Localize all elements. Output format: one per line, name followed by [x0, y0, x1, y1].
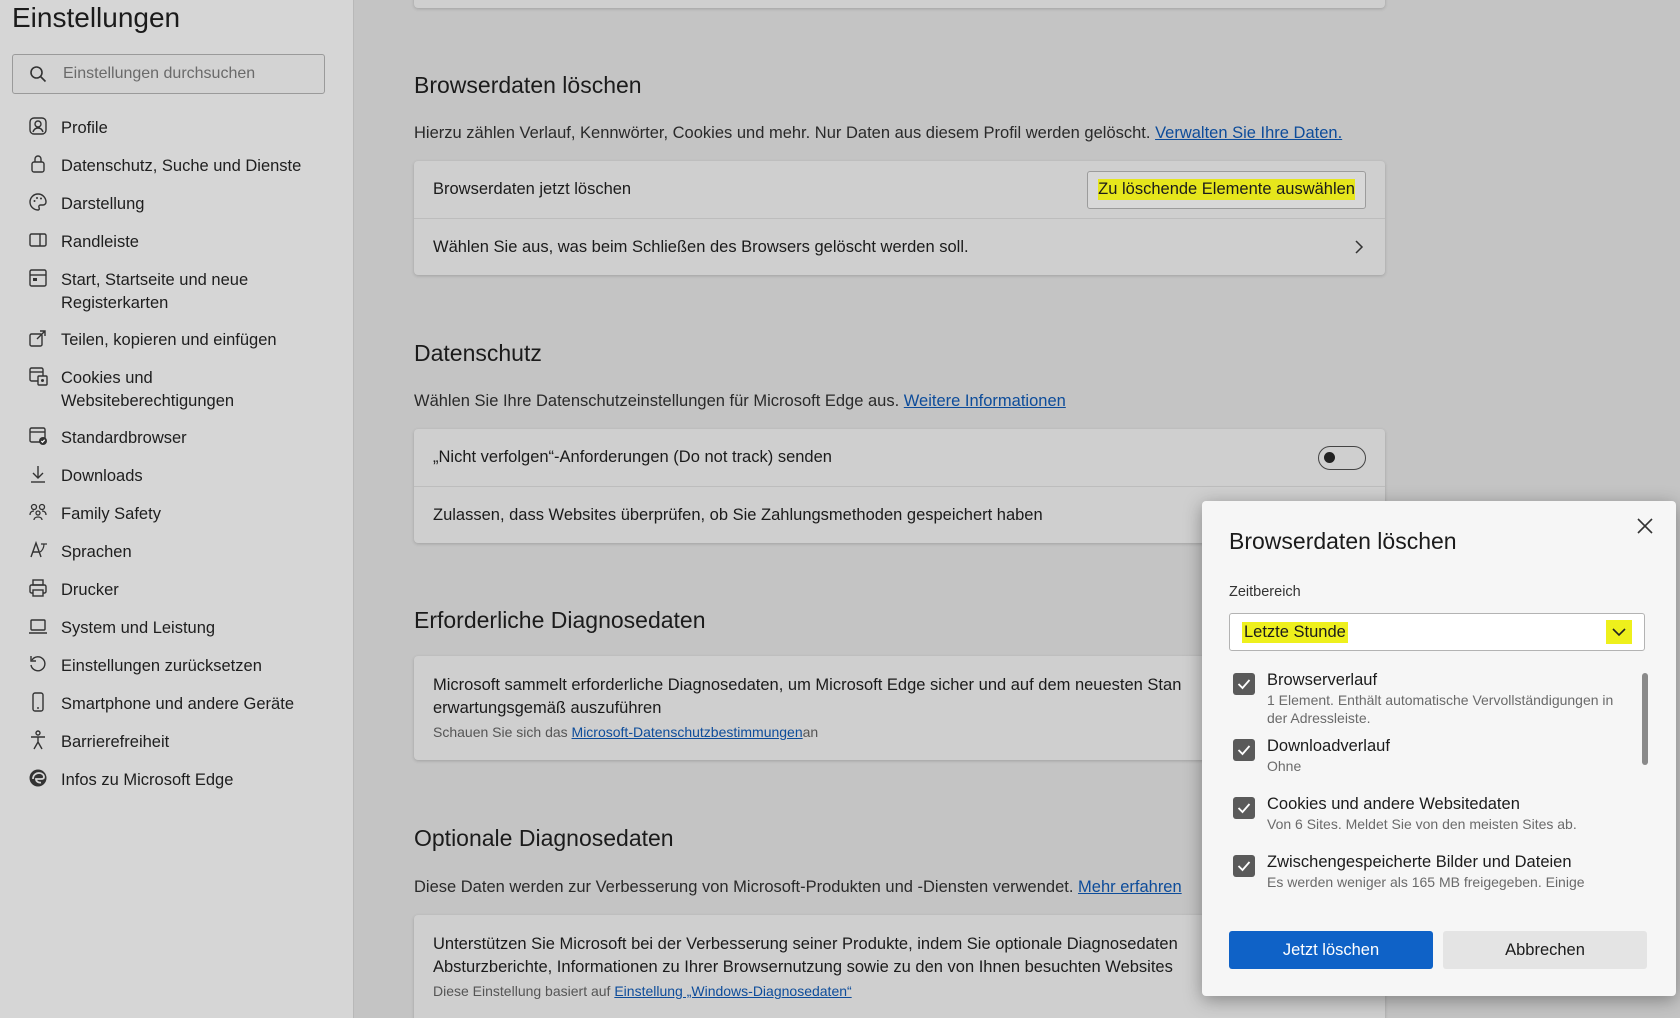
clear-data-desc-text: Hierzu zählen Verlauf, Kennwörter, Cookies und mehr. Nur Daten aus diesem Profil werden gelöscht. [414, 124, 1151, 142]
privacy-desc-text: Wählen Sie Ihre Datenschutzeinstellungen für Microsoft Edge aus. [414, 392, 900, 410]
item-title: Downloadverlauf [1267, 737, 1390, 755]
more-info-link[interactable]: Weitere Informationen [903, 392, 1066, 410]
profile-icon [27, 115, 49, 137]
item-desc: Ohne [1267, 758, 1302, 774]
share-icon [27, 327, 49, 349]
nav-item-about-edge[interactable] [0, 759, 354, 797]
nav-item-family-safety[interactable] [0, 493, 354, 531]
optional-diag-desc-text: Diese Daten werden zur Verbesserung von Microsoft-Produkten und -Diensten verwendet. [414, 878, 1074, 896]
item-cookies[interactable] [1229, 793, 1649, 833]
nav-item-profile[interactable] [0, 107, 354, 145]
item-text [1267, 793, 1627, 833]
item-text [1267, 735, 1627, 775]
chevron-right-icon [1352, 240, 1366, 254]
learn-more-link[interactable]: Mehr erfahren [1078, 878, 1182, 896]
previous-card [414, 0, 1385, 8]
nav-item-share-copy[interactable] [0, 319, 354, 357]
nav-item-printers[interactable] [0, 569, 354, 607]
family-icon [27, 501, 49, 523]
time-range-select[interactable] [1229, 613, 1645, 651]
item-download-history[interactable] [1229, 735, 1649, 775]
item-title: Cookies und andere Websitedaten [1267, 795, 1520, 813]
nav-label: Drucker [61, 581, 119, 599]
clear-now-label: Browserdaten jetzt löschen [433, 180, 632, 198]
item-title: Zwischengespeicherte Bilder und Dateien [1267, 853, 1572, 871]
nav-label: Smartphone und andere Geräte [61, 695, 294, 713]
nav-item-sidebar[interactable] [0, 221, 354, 259]
item-cached-images[interactable] [1229, 851, 1649, 891]
required-diag-sub-prefix: Schauen Sie sich das [433, 724, 572, 740]
download-icon [27, 463, 49, 485]
nav-item-downloads[interactable] [0, 455, 354, 493]
privacy-desc [414, 392, 1066, 411]
item-title: Browserverlauf [1267, 671, 1378, 689]
clear-data-title: Browserdaten löschen [414, 72, 642, 98]
clear-on-close-row[interactable] [414, 218, 1385, 275]
checkbox-checked-icon[interactable] [1233, 855, 1255, 877]
nav-item-privacy[interactable] [0, 145, 354, 183]
reset-icon [27, 653, 49, 675]
privacy-title: Datenschutz [414, 340, 542, 366]
clear-data-dialog [1202, 501, 1676, 996]
phone-icon [27, 691, 49, 713]
nav-label: Randleiste [61, 233, 139, 251]
do-not-track-label: „Nicht verfolgen“-Anforderungen (Do not track) senden [433, 448, 832, 466]
nav-item-appearance[interactable] [0, 183, 354, 221]
nav-label: System und Leistung [61, 619, 216, 637]
palette-icon [27, 191, 49, 213]
nav-label: Standardbrowser [61, 429, 187, 447]
dialog-scrollbar[interactable] [1642, 673, 1648, 765]
nav-label: Einstellungen zurücksetzen [61, 657, 262, 675]
default-browser-icon [27, 425, 49, 447]
time-range-value: Letzte Stunde [1244, 622, 1346, 641]
clear-now-button[interactable]: Jetzt löschen [1229, 931, 1433, 969]
clear-items-list [1229, 669, 1649, 914]
nav-label: Start, Startseite und neue Registerkarten [61, 271, 249, 312]
clear-data-card [414, 161, 1385, 275]
nav-label: Downloads [61, 467, 143, 485]
optional-diag-title: Optionale Diagnosedaten [414, 825, 674, 851]
printer-icon [27, 577, 49, 599]
required-diag-title: Erforderliche Diagnosedaten [414, 607, 706, 633]
nav-label: Datenschutz, Suche und Dienste [61, 157, 302, 175]
dialog-title: Browserdaten löschen [1229, 528, 1457, 554]
item-text [1267, 669, 1627, 727]
item-desc: 1 Element. Enthält automatische Vervollständigungen in der Adressleiste. [1267, 692, 1614, 726]
optional-diag-line2: Absturzberichte, Informationen zu Ihrer Browsernutzung sowie zu den von Ihnen besuchten Websites [433, 958, 1173, 976]
optional-diag-line1: Unterstützen Sie Microsoft bei der Verbesserung seiner Produkte, indem Sie optionale Diagnosedaten [433, 935, 1178, 953]
windows-diag-link[interactable]: Einstellung „Windows-Diagnosedaten“ [614, 983, 852, 999]
checkbox-checked-icon[interactable] [1233, 797, 1255, 819]
item-desc: Es werden weniger als 165 MB freigegeben. Einige [1267, 874, 1585, 890]
nav-label: Profile [61, 119, 108, 137]
item-browsing-history[interactable] [1229, 669, 1649, 727]
optional-diag-text [433, 933, 1219, 979]
nav-item-accessibility[interactable] [0, 721, 354, 759]
site-permissions-icon [27, 365, 49, 387]
checkbox-checked-icon[interactable] [1233, 739, 1255, 761]
nav-label: Sprachen [61, 543, 132, 561]
nav-item-phone[interactable] [0, 683, 354, 721]
nav-label: Teilen, kopieren und einfügen [61, 331, 277, 349]
nav-label: Cookies und Websiteberechtigungen [61, 369, 235, 410]
settings-sidebar [0, 0, 354, 1018]
required-diag-line2: erwartungsgemäß auszuführen [433, 699, 662, 717]
cancel-button[interactable]: Abbrechen [1443, 931, 1647, 969]
accessibility-icon [27, 729, 49, 751]
nav-label: Barrierefreiheit [61, 733, 170, 751]
settings-search-box[interactable] [12, 54, 325, 94]
lock-icon [27, 153, 49, 175]
payment-methods-label: Zulassen, dass Websites überprüfen, ob Sie Zahlungsmethoden gespeichert haben [433, 505, 1043, 524]
clear-data-desc [414, 124, 1342, 143]
language-icon [27, 539, 49, 561]
nav-item-default-browser[interactable] [0, 417, 354, 455]
do-not-track-toggle[interactable] [1318, 446, 1366, 470]
clear-on-close-label: Wählen Sie aus, was beim Schließen des Browsers gelöscht werden soll. [433, 237, 969, 256]
choose-items-label: Zu löschende Elemente auswählen [1098, 180, 1355, 198]
required-diag-text [433, 674, 1243, 720]
time-range-label: Zeitbereich [1229, 584, 1301, 600]
nav-item-start-page[interactable] [0, 259, 354, 319]
search-input[interactable] [63, 65, 303, 83]
optional-diag-sub-prefix: Diese Einstellung basiert auf [433, 983, 615, 999]
nav-label: Darstellung [61, 195, 145, 213]
nav-item-languages[interactable] [0, 531, 354, 569]
home-grid-icon [27, 267, 49, 289]
edge-logo-icon [27, 767, 49, 789]
choose-items-button[interactable] [1087, 171, 1366, 209]
sidebar-icon [27, 229, 49, 251]
item-desc: Von 6 Sites. Meldet Sie von den meisten Sites ab. [1267, 816, 1577, 832]
privacy-statement-link[interactable]: Microsoft-Datenschutzbestimmungen [571, 724, 803, 740]
required-diag-sub-suffix: an [802, 724, 819, 740]
laptop-icon [27, 615, 49, 637]
nav-item-reset[interactable] [0, 645, 354, 683]
item-text [1267, 851, 1627, 891]
settings-nav [0, 107, 354, 797]
clear-now-row [414, 161, 1385, 218]
sidebar-title: Einstellungen [12, 2, 181, 33]
chevron-down-icon [1606, 620, 1632, 644]
nav-item-system[interactable] [0, 607, 354, 645]
do-not-track-row [414, 429, 1385, 486]
checkbox-checked-icon[interactable] [1233, 673, 1255, 695]
toggle-knob [1324, 452, 1335, 463]
nav-label: Family Safety [61, 505, 161, 523]
manage-data-link[interactable]: Verwalten Sie Ihre Daten. [1155, 124, 1343, 142]
required-diag-line1: Microsoft sammelt erforderliche Diagnosedaten, um Microsoft Edge sicher und auf dem neuesten Stan [433, 676, 1182, 694]
nav-item-cookies[interactable] [0, 357, 354, 417]
nav-label: Infos zu Microsoft Edge [61, 771, 234, 789]
close-icon[interactable] [1632, 513, 1658, 539]
search-icon [29, 65, 47, 83]
optional-diag-desc [414, 878, 1182, 897]
